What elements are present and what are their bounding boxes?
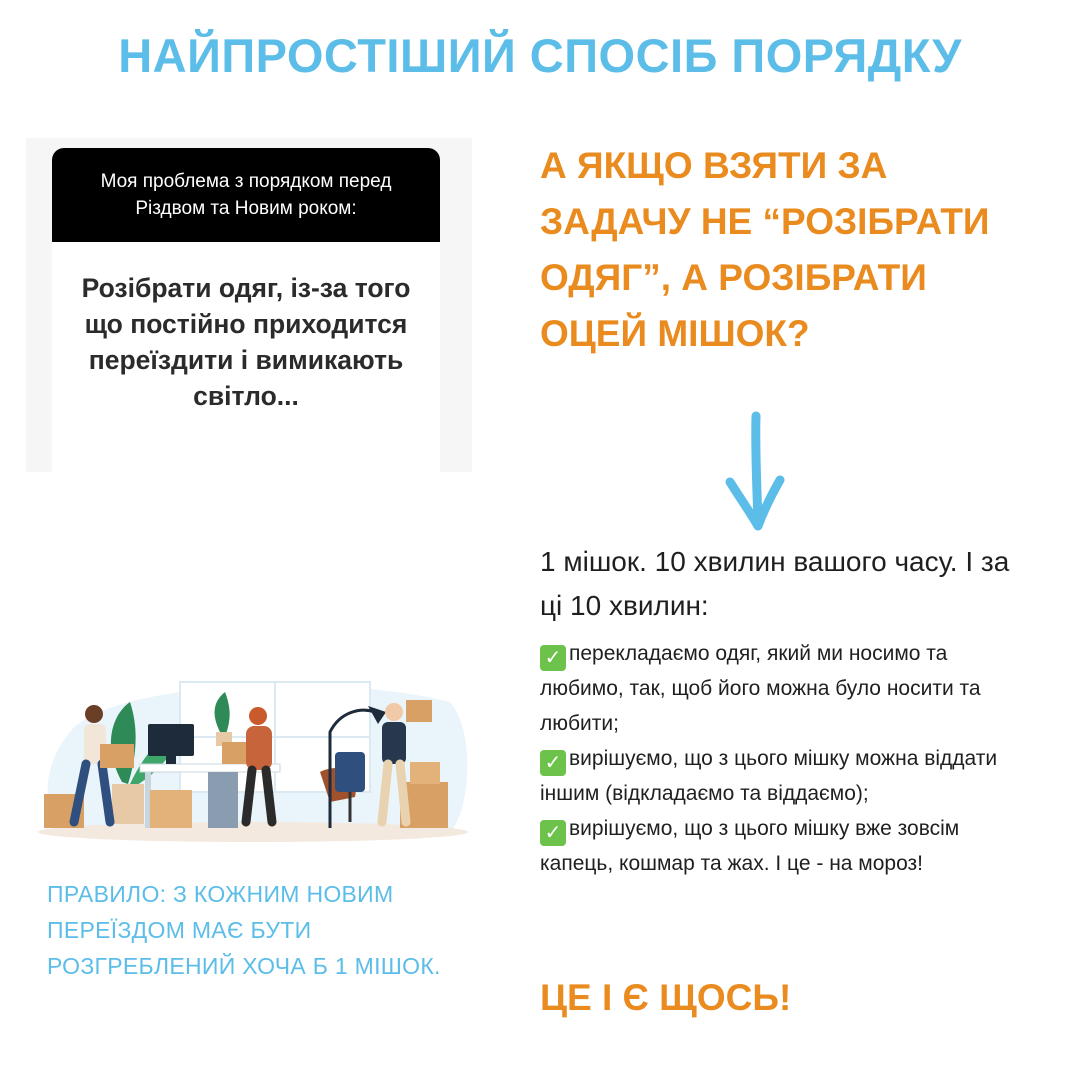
intro-text: 1 мішок. 10 хвилин вашого часу. І за ці 10 хвилин:: [540, 546, 1010, 621]
check-mark-icon: ✓: [540, 820, 566, 846]
steps-list: [540, 636, 1020, 881]
rule-text: ПРАВИЛО: З КОЖНИМ НОВИМ ПЕРЕЇЗДОМ МАЄ БУТИ РОЗГРЕБЛЕНИЙ ХОЧА Б 1 МІШОК.: [47, 881, 441, 979]
check-mark-icon: ✓: [540, 750, 566, 776]
story-answer-text: Розібрати одяг, із-за того що постійно приходится переїздити і вимикають світло...: [81, 273, 411, 411]
main-question: А ЯКЩО ВЗЯТИ ЗА ЗАДАЧУ НЕ “РОЗІБРАТИ ОДЯГ”, А РОЗІБРАТИ ОЦЕЙ МІШОК?: [540, 145, 990, 354]
story-question-text: Моя проблема з порядком перед Різдвом та Новим роком:: [100, 171, 392, 219]
list-item-text: вирішуємо, що з цього мішку вже зовсім капець, кошмар та жах. І це - на мороз!: [540, 817, 960, 875]
arrow-down-icon: [722, 410, 786, 534]
list-item: [540, 636, 1020, 741]
final-slogan: ЦЕ І Є ЩОСЬ!: [540, 977, 792, 1018]
list-item: [540, 741, 1020, 811]
page-title: НАЙПРОСТІШИЙ СПОСІБ ПОРЯДКУ: [118, 29, 962, 82]
check-mark-icon: ✓: [540, 645, 566, 671]
list-item: [540, 811, 1020, 881]
list-item-text: перекладаємо одяг, який ми носимо та любимо, так, щоб його можна було носити та любити;: [540, 642, 981, 735]
story-question-box: [52, 148, 440, 242]
moving-office-illustration: [30, 672, 476, 848]
list-item-text: вирішуємо, що з цього мішку можна віддати іншим (відкладаємо та віддаємо);: [540, 747, 998, 805]
